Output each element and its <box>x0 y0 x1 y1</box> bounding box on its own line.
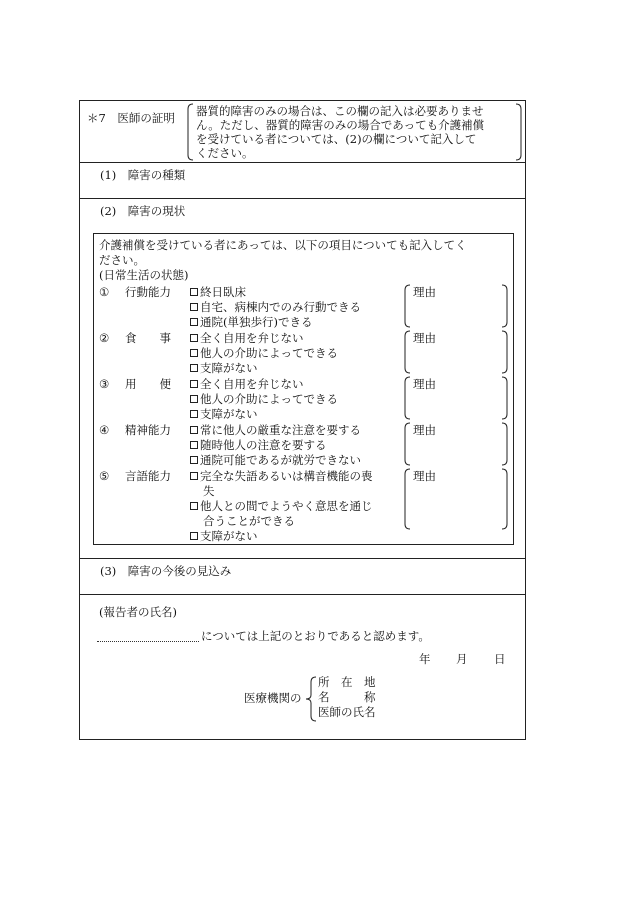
cat2-name: 食 事 <box>125 331 171 345</box>
cat1-option-3[interactable]: 通院(単独歩行)できる <box>190 317 312 329</box>
cat1-name: 行動能力 <box>125 285 171 299</box>
divider-sec2 <box>79 558 526 559</box>
cat4-reason-brace-right <box>501 422 509 466</box>
checkbox[interactable] <box>190 410 198 418</box>
date-day-label: 日 <box>494 652 506 666</box>
checkbox[interactable] <box>190 318 198 326</box>
institution-label: 医療機関の <box>244 691 302 705</box>
cat3-reason-label: 理由 <box>413 377 436 391</box>
cat2-reason-brace-left <box>403 330 411 374</box>
cat4-name: 精神能力 <box>125 423 171 437</box>
cat5-option-3[interactable]: 支障がない <box>190 531 258 543</box>
cat3-option-1[interactable]: 全く自用を弁じない <box>190 379 304 391</box>
date-month-label: 月 <box>456 652 468 666</box>
cat2-option-2[interactable]: 他人の介助によってできる <box>190 348 338 360</box>
sec2-intro-line-1: 介護補償を受けている者にあっては、以下の項目についても記入してく <box>99 238 467 252</box>
cat5-option-2-cont: 合うことができる <box>203 514 295 528</box>
cat5-reason-brace-left <box>403 468 411 530</box>
institution-field-doctor: 医師の氏名 <box>318 705 376 719</box>
checkbox[interactable] <box>190 395 198 403</box>
sec2-label: (2) 障害の現状 <box>100 204 186 218</box>
cat4-option-3[interactable]: 通院可能であるが就労できない <box>190 455 361 467</box>
cat1-num: ① <box>99 285 110 299</box>
cert-brace-right <box>515 103 523 161</box>
sec2-intro-line-2: ださい。 <box>99 253 145 267</box>
cat1-option-2[interactable]: 自宅、病棟内でのみ行動できる <box>190 302 361 314</box>
cat3-reason-brace-left <box>403 376 411 420</box>
checkbox[interactable] <box>190 303 198 311</box>
cat4-option-1[interactable]: 常に他人の厳重な注意を要する <box>190 425 361 437</box>
reporter-label: (報告者の氏名) <box>99 605 177 619</box>
divider-sec1 <box>79 198 526 199</box>
institution-brace <box>305 676 317 722</box>
checkbox[interactable] <box>190 288 198 296</box>
checkbox[interactable] <box>190 380 198 388</box>
checkbox[interactable] <box>190 426 198 434</box>
checkbox[interactable] <box>190 364 198 372</box>
sec1-label: (1) 障害の種類 <box>100 168 186 182</box>
cert-note-line-1: 器質的障害のみの場合は、この欄の記入は必要ありませ <box>196 104 484 118</box>
cert-note-line-3: を受けている者については、(2)の欄について記入して <box>196 132 477 146</box>
cat4-num: ④ <box>99 423 110 437</box>
cat2-option-1[interactable]: 全く自用を弁じない <box>190 333 304 345</box>
cat1-reason-brace-left <box>403 284 411 328</box>
checkbox[interactable] <box>190 441 198 449</box>
cat3-reason-brace-right <box>501 376 509 420</box>
checkbox[interactable] <box>190 472 198 480</box>
sec3-label: (3) 障害の今後の見込み <box>100 564 232 578</box>
cat2-reason-brace-right <box>501 330 509 374</box>
cat4-option-2[interactable]: 随時他人の注意を要する <box>190 440 327 452</box>
cat3-num: ③ <box>99 377 110 391</box>
reporter-name-field[interactable] <box>97 641 199 642</box>
institution-field-address: 所 在 地 <box>318 675 376 689</box>
cat2-num: ② <box>99 331 110 345</box>
checkbox[interactable] <box>190 532 198 540</box>
cat1-reason-label: 理由 <box>413 285 436 299</box>
cat3-name: 用 便 <box>125 377 171 391</box>
cat2-option-3[interactable]: 支障がない <box>190 363 258 375</box>
cat5-name: 言語能力 <box>125 469 171 483</box>
reporter-confirm-text: については上記のとおりであると認めます。 <box>201 629 430 643</box>
checkbox[interactable] <box>190 456 198 464</box>
cat1-option-1[interactable]: 終日臥床 <box>190 287 246 299</box>
cat5-option-1-cont: 失 <box>203 484 215 498</box>
cat3-option-2[interactable]: 他人の介助によってできる <box>190 394 338 406</box>
cat5-option-2[interactable]: 他人との間でようやく意思を通じ <box>190 501 373 513</box>
cat5-reason-label: 理由 <box>413 469 436 483</box>
cat5-num: ⑤ <box>99 469 110 483</box>
institution-field-name: 名 称 <box>318 690 376 704</box>
cat5-reason-brace-right <box>501 468 509 530</box>
cat4-reason-brace-left <box>403 422 411 466</box>
cat4-reason-label: 理由 <box>413 423 436 437</box>
cert-note-line-2: ん。ただし、器質的障害のみの場合であっても介護補償 <box>196 118 485 132</box>
divider-cert <box>79 162 526 163</box>
cert-brace-left <box>186 103 194 161</box>
cert-label: ＊7 医師の証明 <box>87 111 175 125</box>
checkbox[interactable] <box>190 349 198 357</box>
checkbox[interactable] <box>190 502 198 510</box>
cat2-reason-label: 理由 <box>413 331 436 345</box>
cert-note-line-4: ください。 <box>196 146 254 160</box>
date-year-label: 年 <box>419 652 431 666</box>
sec2-daily-label: (日常生活の状態) <box>99 268 189 282</box>
divider-sec3 <box>79 594 526 595</box>
cat5-option-1[interactable]: 完全な失語あるいは構音機能の喪 <box>190 471 373 483</box>
cat3-option-3[interactable]: 支障がない <box>190 409 258 421</box>
cat1-reason-brace-right <box>501 284 509 328</box>
checkbox[interactable] <box>190 334 198 342</box>
